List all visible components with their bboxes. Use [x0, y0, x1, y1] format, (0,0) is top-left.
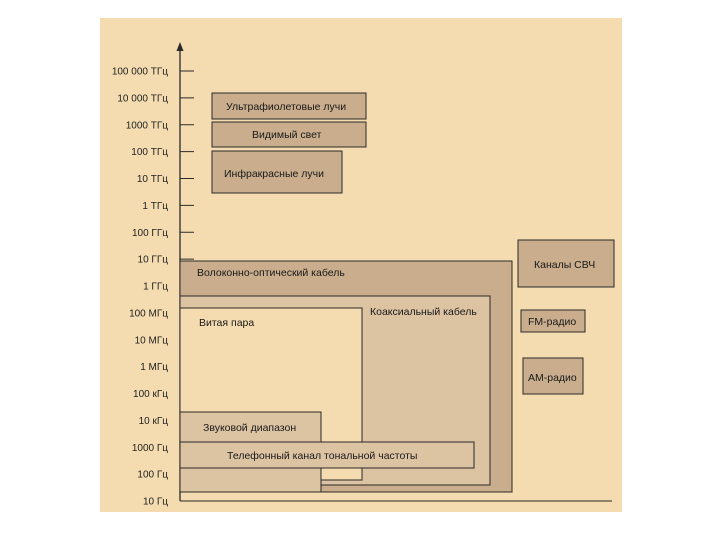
- infrared-label: Инфракрасные лучи: [224, 168, 325, 180]
- microwave-label: Каналы СВЧ: [534, 259, 596, 271]
- figure-panel: [100, 18, 622, 512]
- axis-tick-label: 10 Гц: [142, 496, 168, 508]
- frequency-spectrum-diagram: [100, 18, 622, 512]
- visible-light-label: Видимый свет: [252, 129, 322, 141]
- phone-channel-label: Телефонный канал тональной частоты: [227, 450, 418, 462]
- axis-arrow-icon: [177, 42, 184, 51]
- axis-tick-label: 10 МГц: [134, 335, 168, 347]
- ultraviolet-label: Ультрафиолетовые лучи: [226, 101, 347, 113]
- axis-tick-label: 100 кГц: [133, 389, 168, 400]
- am-radio-label: AM-радио: [528, 372, 577, 384]
- axis-tick-label: 1 ГГц: [143, 281, 168, 293]
- audio-range-label: Звуковой диапазон: [203, 422, 297, 434]
- axis-tick-label: 10 кГц: [138, 415, 168, 427]
- axis-tick-label: 1000 ТГц: [125, 120, 168, 132]
- coaxial-label: Коаксиальный кабель: [370, 306, 477, 318]
- fiber-optic-label: Волоконно-оптический кабель: [197, 267, 345, 279]
- axis-tick-label: 1 ТГц: [142, 200, 168, 212]
- axis-tick-label: 100 000 ТГц: [111, 66, 168, 78]
- twisted-pair-label: Витая пара: [199, 317, 255, 329]
- axis-tick-label: 100 ГГц: [131, 227, 168, 239]
- axis-tick-label: 10 ГГц: [137, 254, 168, 266]
- axis-tick-label: 100 ТГц: [131, 147, 168, 159]
- axis-tick-label: 1000 Гц: [131, 442, 168, 454]
- fm-radio-label: FM-радио: [528, 316, 577, 328]
- axis-tick-label: 100 Гц: [137, 469, 168, 481]
- axis-tick-label: 1 МГц: [140, 362, 168, 374]
- axis-tick-label: 100 МГц: [129, 308, 168, 320]
- axis-tick-label: 10 000 ТГц: [117, 93, 168, 105]
- axis-tick-label: 10 ТГц: [136, 174, 168, 185]
